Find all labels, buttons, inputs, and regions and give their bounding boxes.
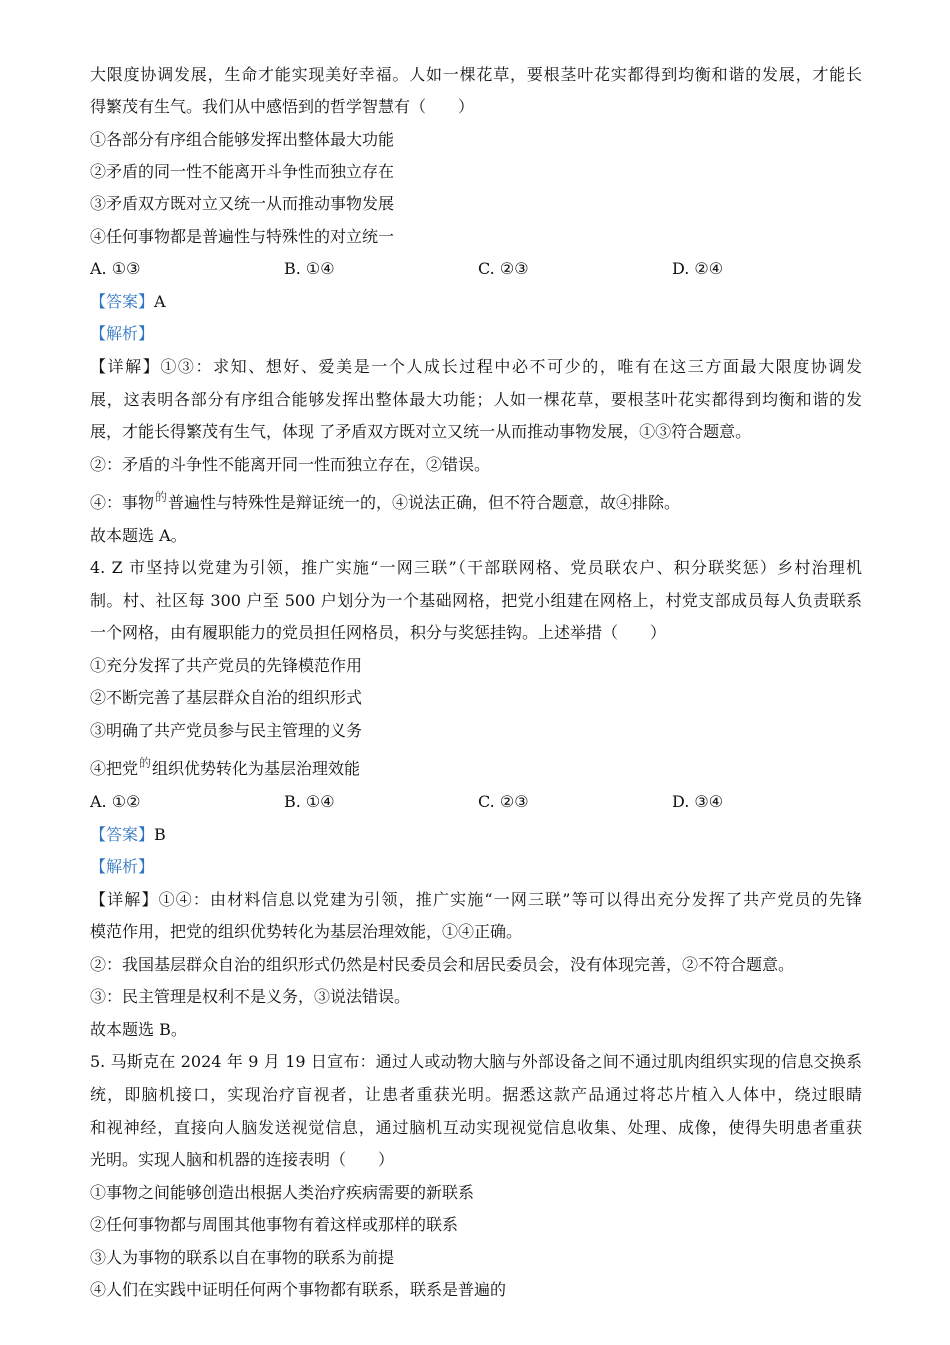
q5-item-3: ③人为事物的联系以自在事物的联系为前提 xyxy=(90,1248,395,1267)
q4-detail-line-4: ③：民主管理是权利不是义务，③说法错误。 xyxy=(90,987,411,1006)
q3-analysis-tag: 【解析】 xyxy=(90,324,155,343)
q4-detail-line-1 xyxy=(90,890,862,910)
q4-detail-line-3: ②：我国基层群众自治的组织形式仍然是村民委员会和居民委员会，没有体现完善，②不符合题意。 xyxy=(90,955,795,974)
q3-detail-5b: 普遍性与特殊性是辩证统一的，④说法正确，但不符合题意，故④排除。 xyxy=(168,493,681,512)
q4-detail-tag: 【详解】 xyxy=(90,890,159,909)
q4-detail-text-1: ①④：由材料信息以党建为引领，推广实施“一网三联”等可以得出充分发挥了共产党员的先锋 xyxy=(158,890,862,909)
q4-option-c: C. ②③ xyxy=(478,792,529,811)
q3-item-3: ③矛盾双方既对立又统一从而推动事物发展 xyxy=(90,194,395,213)
q4-stem-line-3: 一个网格，由有履职能力的党员担任网格员，积分与奖惩挂钩。上述举措（ ） xyxy=(90,623,667,642)
q4-item-2: ②不断完善了基层群众自治的组织形式 xyxy=(90,688,363,707)
q3-stem-line-1: 大限度协调发展，生命才能实现美好幸福。人如一棵花草，要根茎叶花实都得到均衡和谐的发展，才能长 xyxy=(90,65,862,84)
q3-item-2: ②矛盾的同一性不能离开斗争性而独立存在 xyxy=(90,162,395,181)
q3-detail-5a: ④：事物 xyxy=(90,493,155,512)
q5-item-1: ①事物之间能够创造出根据人类治疗疾病需要的新联系 xyxy=(90,1183,475,1202)
q3-stem-line-2: 得繁茂有生气。我们从中感悟到的哲学智慧有（ ） xyxy=(90,97,475,116)
q3-answer-line xyxy=(90,292,166,312)
q3-answer: A xyxy=(154,292,166,311)
q4-item-1: ①充分发挥了共产党员的先锋模范作用 xyxy=(90,656,363,675)
q4-item-3: ③明确了共产党员参与民主管理的义务 xyxy=(90,721,363,740)
q4-stem-line-2: 制。村、社区每 300 户至 500 户划分为一个基础网格，把党小组建在网格上，村党支部成员每人负责联系 xyxy=(90,591,862,610)
q4-conclusion: 故本题选 B。 xyxy=(90,1020,187,1039)
q3-detail-line-2: 展，这表明各部分有序组合能够发挥出整体最大功能；人如一棵花草，要根茎叶花实都得到均衡和谐的发 xyxy=(90,390,862,409)
q4-answer-tag: 【答案】 xyxy=(90,825,155,844)
q4-item-4-sup: 的 xyxy=(139,756,152,770)
q5-stem-line-3: 和视神经，直接向人脑发送视觉信息，通过脑机互动实现视觉信息收集、处理、成像，使得失明患者重获 xyxy=(90,1118,862,1137)
q4-option-a: A. ①② xyxy=(90,792,141,811)
q3-option-c: C. ②③ xyxy=(478,259,529,278)
q3-detail-line-1 xyxy=(90,357,862,377)
q3-option-a: A. ①③ xyxy=(90,259,141,278)
q3-conclusion: 故本题选 A。 xyxy=(90,526,187,545)
q3-detail-line-4: ②：矛盾的斗争性不能离开同一性而独立存在，②错误。 xyxy=(90,455,491,474)
q3-detail-5-sup: 的 xyxy=(155,490,168,504)
q4-answer: B xyxy=(154,825,166,844)
q5-stem-line-2: 统，即脑机接口，实现治疗盲视者，让患者重获光明。据悉这款产品通过将芯片植入人体中，绕过眼睛 xyxy=(90,1085,862,1104)
q5-stem-line-4: 光明。实现人脑和机器的连接表明（ ） xyxy=(90,1150,395,1169)
q3-options xyxy=(90,259,870,279)
q4-analysis-tag: 【解析】 xyxy=(90,857,155,876)
q5-item-4: ④人们在实践中证明任何两个事物都有联系，联系是普遍的 xyxy=(90,1280,507,1299)
q4-options xyxy=(90,792,870,812)
q4-item-4b: 组织优势转化为基层治理效能 xyxy=(152,759,361,778)
q3-detail-tag: 【详解】 xyxy=(90,357,161,376)
q4-stem-line-1: 4. Z 市坚持以党建为引领，推广实施“一网三联”（干部联网格、党员联农户、积分联奖惩）乡村治理机 xyxy=(90,558,862,577)
q4-detail-line-2: 模范作用，把党的组织优势转化为基层治理效能，①④正确。 xyxy=(90,922,523,941)
q4-item-4a: ④把党 xyxy=(90,759,139,778)
q3-detail-line-5 xyxy=(90,490,681,514)
q4-answer-line xyxy=(90,825,166,845)
q5-stem-line-1: 5. 马斯克在 2024 年 9 月 19 日宣布：通过人或动物大脑与外部设备之间不通过肌肉组织实现的信息交换系 xyxy=(90,1052,862,1071)
q3-detail-line-3: 展，才能长得繁茂有生气，体现 了矛盾双方既对立又统一从而推动事物发展，①③符合题意。 xyxy=(90,422,752,441)
q3-option-b: B. ①④ xyxy=(284,259,335,278)
q3-item-4: ④任何事物都是普遍性与特殊性的对立统一 xyxy=(90,227,395,246)
q4-option-d: D. ③④ xyxy=(672,792,724,811)
q3-option-d: D. ②④ xyxy=(672,259,724,278)
q4-item-4 xyxy=(90,756,361,780)
q3-item-1: ①各部分有序组合能够发挥出整体最大功能 xyxy=(90,130,395,149)
q3-detail-text-1: ①③：求知、想好、爱美是一个人成长过程中必不可少的，唯有在这三方面最大限度协调发 xyxy=(160,357,862,376)
q3-answer-tag: 【答案】 xyxy=(90,292,155,311)
q5-item-2: ②任何事物都与周围其他事物有着这样或那样的联系 xyxy=(90,1215,459,1234)
q4-option-b: B. ①④ xyxy=(284,792,335,811)
